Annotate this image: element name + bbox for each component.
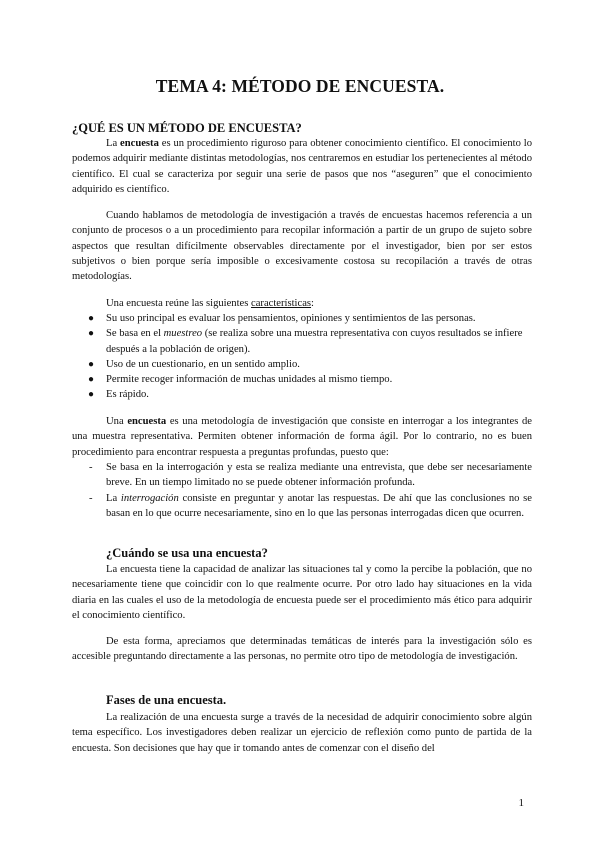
- list-item: [72, 460, 532, 491]
- paragraph-text: Una: [106, 416, 128, 427]
- list-item: [72, 372, 532, 387]
- list-item-text: Uso de un cuestionario, en un sentido amplio.: [106, 358, 300, 370]
- list-item: [72, 387, 532, 402]
- page-number: 1: [518, 797, 524, 809]
- bullet-icon: ●: [88, 328, 95, 340]
- list-item-text: La: [106, 492, 121, 504]
- section-heading-when-used: ¿Cuándo se usa una encuesta?: [106, 546, 268, 560]
- paragraph-characteristics-intro: [106, 296, 314, 311]
- paragraph-text: es un procedimiento riguroso para obtener conocimiento científico. El conocimiento lo podemos adquirir mediante distintas metodologías, nos centraremos en estudiar los pertenecientes al método científico. El cual se caracteriza por seguir una serie de pasos que nos “aseguren” que el conocimiento adquirido es científico.: [72, 138, 532, 195]
- italic-term: interrogación: [120, 492, 179, 504]
- list-item: [72, 491, 532, 522]
- bold-term: encuesta: [127, 416, 167, 427]
- characteristics-list: [72, 311, 532, 403]
- paragraph-text: La: [106, 138, 121, 149]
- bullet-icon: ●: [88, 389, 95, 401]
- limitations-list: [72, 460, 532, 521]
- italic-term: muestreo: [163, 328, 203, 340]
- paragraph-methodology: [72, 208, 532, 284]
- bullet-icon: ●: [88, 374, 95, 386]
- section-heading-what-is-survey: ¿QUÉ ES UN MÉTODO DE ENCUESTA?: [72, 121, 302, 135]
- paragraph-thematic: [72, 634, 532, 665]
- paragraph-text: La realización de una encuesta surge a través de la necesidad de adquirir conocimiento sobre algún tema específico. Los investigadores deben realizar un ejercicio de reflexión como punto de partida de la encuesta. Son decisiones que hay que ir tomando antes de comenzar con el diseño del: [72, 712, 532, 754]
- list-item-text: (se realiza sobre una muestra representativa con cuyos resultados se infiere después a la población de origen).: [106, 328, 523, 355]
- list-item-text: consiste en preguntar y anotar las respuestas. De ahí que las conclusiones no se basan en lo que ocurre necesariamente, sino en lo que las personas interrogadas dicen que ocurren.: [106, 492, 532, 519]
- list-item-text: Su uso principal es evaluar los pensamientos, opiniones y sentimientos de las personas.: [106, 313, 476, 324]
- dash-marker: -: [89, 462, 93, 473]
- paragraph-survey-interrogation: [72, 414, 532, 460]
- section-heading-phases: Fases de una encuesta.: [106, 693, 227, 707]
- list-item: [72, 311, 532, 326]
- list-item: [72, 357, 532, 372]
- paragraph-definition: [72, 136, 532, 197]
- bullet-icon: ●: [88, 358, 95, 370]
- list-item: [72, 326, 532, 357]
- paragraph-text: :: [311, 298, 314, 309]
- list-item-text: Permite recoger información de muchas unidades al mismo tiempo.: [106, 374, 393, 386]
- paragraph-when-used: [72, 562, 532, 623]
- list-item-text: Es rápido.: [106, 389, 149, 401]
- underlined-term: características: [251, 298, 312, 309]
- document-title: TEMA 4: MÉTODO DE ENCUESTA.: [155, 76, 445, 96]
- bold-term: encuesta: [120, 138, 159, 149]
- paragraph-text: Una encuesta reúne las siguientes: [106, 298, 252, 309]
- list-item-text: Se basa en la interrogación y esta se realiza mediante una entrevista, que debe ser necesariamente breve. En un tiempo limitado no se puede obtener información profunda.: [106, 462, 532, 489]
- dash-marker: -: [89, 492, 93, 504]
- paragraph-text: La encuesta tiene la capacidad de analizar las situaciones tal y como la percibe la población, que no necesariamente tiene que coincidir con lo que realmente ocurre. Por otro lado hay situaciones en la vida diaria en las cuales el uso de la metodología de encuesta puede ser el procedimiento más ético para adquirir el conocimiento científico.: [72, 564, 532, 621]
- paragraph-text: es una metodología de investigación que consiste en interrogar a los integrantes de una muestra representativa. Permiten obtener información de forma ágil. Por lo contrario, no es buen procedimiento para encontrar respuesta a preguntas profundas, puesto que:: [72, 416, 532, 458]
- list-item-text: Se basa en el: [106, 328, 164, 340]
- paragraph-text: Cuando hablamos de metodología de investigación a través de encuestas hacemos referencia a un conjunto de procesos o a un procedimiento para recopilar información a partir de un grupo de sujeto sobre aspectos que resultan difícilmente observables directamente por el investigador, bien por ser estos subjetivos o bien porque sería imposible o excesivamente costosa su recopilación a través de otras metodologías.: [72, 210, 532, 283]
- bullet-icon: ●: [88, 313, 95, 324]
- paragraph-text: De esta forma, apreciamos que determinadas temáticas de interés para la investigación sólo es accesible preguntando directamente a las personas, no permite otro tipo de metodología de investigación.: [72, 636, 532, 663]
- paragraph-phases: [72, 710, 532, 756]
